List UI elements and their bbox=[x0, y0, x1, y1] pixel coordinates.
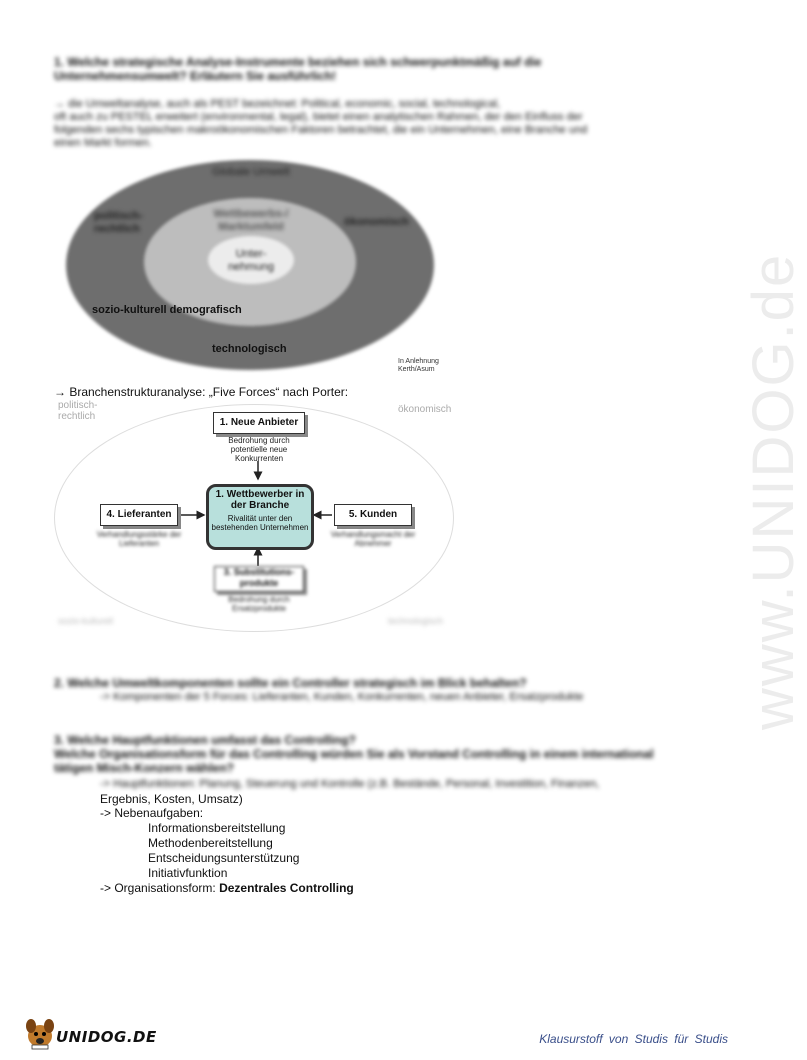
box-substitutes: 3. Substitutions- produkte bbox=[214, 566, 304, 592]
q1-body-line3: folgenden sechs typischen makroökonomischen Faktoren betrachtet, die ein Unternehmen, eine Branche und bbox=[54, 124, 588, 136]
caption-substitutes: Bedrohung durch Ersatzprodukte bbox=[228, 595, 290, 613]
caption-new-entrants: Bedrohung durch potentielle neue Konkurrenten bbox=[228, 436, 290, 463]
core-label: Unter- nehmung bbox=[228, 248, 274, 273]
q3-neben-label: -> Nebenaufgaben: bbox=[100, 806, 204, 820]
q3-title-line3: tätigen Misch-Konzern wählen? bbox=[54, 761, 235, 775]
competitors-title: 1. Wettbewerber in der Branche bbox=[215, 489, 305, 511]
watermark: www.UNIDOG.de bbox=[741, 252, 806, 730]
label-politisch: politisch-rechtlich bbox=[94, 210, 143, 235]
label-oekonomisch: ökonomisch bbox=[344, 216, 409, 228]
q3-haupt-line1: -> Hauptfunktionen: Planung, Steuerung und Kontrolle (z.B. Bestände, Personal, Investition, Finanzen, bbox=[100, 778, 600, 790]
q1-title-line2: Unternehmensumwelt? Erläutern Sie ausführlich! bbox=[54, 69, 337, 83]
diagram-source: In Anlehnung Kerth/Asum bbox=[398, 358, 439, 373]
q1-body-line1: → die Umweltanalyse, auch als PEST bezeichnet: Political, economic, social, technological, bbox=[54, 98, 501, 110]
outer-title: Globale Umwelt bbox=[212, 166, 290, 178]
q3-title-line2: Welche Organisationsform für das Controlling würden Sie als Vorstand Controlling in einem international bbox=[54, 747, 654, 761]
footer-slogan: Klausurstoff von Studis für Studis bbox=[539, 1032, 728, 1046]
q3-org-value: Dezentrales Controlling bbox=[219, 881, 354, 895]
q1-title-line1: 1. Welche strategische Analyse-Instrumente beziehen sich schwerpunktmäßig auf die bbox=[54, 55, 542, 69]
box-customers: 5. Kunden bbox=[334, 504, 412, 526]
neben-item: Entscheidungsunterstützung bbox=[148, 851, 300, 865]
q2-title: 2. Welche Umweltkomponenten sollte ein Controller strategisch im Blick behalten? bbox=[54, 676, 527, 690]
neben-item: Initiativfunktion bbox=[148, 866, 228, 880]
five-forces-diagram bbox=[54, 400, 454, 630]
caption-suppliers: Verhandlungsstärke der Lieferanten bbox=[96, 530, 182, 548]
logo-text: UNIDOG.DE bbox=[56, 1028, 157, 1046]
q1-body bbox=[54, 98, 694, 150]
box-competitors bbox=[206, 484, 314, 550]
q3-title bbox=[54, 733, 714, 775]
q2-answer: -> Komponenten der 5 Forces: Lieferanten, Kunden, Konkurrenten, neuen Anbieter, Ersatzprodukte bbox=[100, 691, 584, 703]
footer-logo bbox=[22, 1014, 157, 1052]
label-technologisch: technologisch bbox=[212, 343, 287, 355]
five-forces-heading: → Branchenstrukturanalyse: „Five Forces“ nach Porter: bbox=[54, 385, 349, 399]
ff-corner-oekonomisch: ökonomisch bbox=[398, 404, 452, 415]
neben-item: Informationsbereitstellung bbox=[148, 821, 286, 835]
q1-title bbox=[54, 55, 694, 83]
middle-title: Wettbewerbs-/ Marktumfeld bbox=[213, 208, 289, 233]
ff-corner-politisch: politisch-rechtlich bbox=[58, 400, 98, 422]
q3-title-line1: 3. Welche Hauptfunktionen umfasst das Controlling? bbox=[54, 733, 356, 747]
label-sozio: sozio-kulturell demografisch bbox=[92, 304, 242, 316]
neben-item: Methodenbereitstellung bbox=[148, 836, 273, 850]
box-new-entrants: 1. Neue Anbieter bbox=[213, 412, 305, 434]
caption-customers: Verhandlungsmacht der Abnehmer bbox=[330, 530, 416, 548]
q3-haupt-line2: Ergebnis, Kosten, Umsatz) bbox=[100, 792, 243, 806]
ff-corner-sozio: sozio-kulturell bbox=[58, 616, 114, 626]
q1-body-line2: oft auch zu PESTEL erweitert (environmental, legal), bietet einen analytischen Rahmen, der den Einfluss der bbox=[54, 111, 583, 123]
environment-diagram bbox=[66, 160, 436, 372]
box-suppliers: 4. Lieferanten bbox=[100, 504, 178, 526]
q3-org bbox=[100, 881, 354, 896]
q1-body-line4: einen Markt formen. bbox=[54, 137, 152, 149]
q3-org-label: -> Organisationsform: bbox=[100, 881, 216, 895]
dog-logo-icon bbox=[22, 1014, 58, 1050]
ff-corner-technologisch: technologisch bbox=[388, 616, 444, 626]
competitors-caption: Rivalität unter den bestehenden Unternehmen bbox=[211, 514, 309, 532]
